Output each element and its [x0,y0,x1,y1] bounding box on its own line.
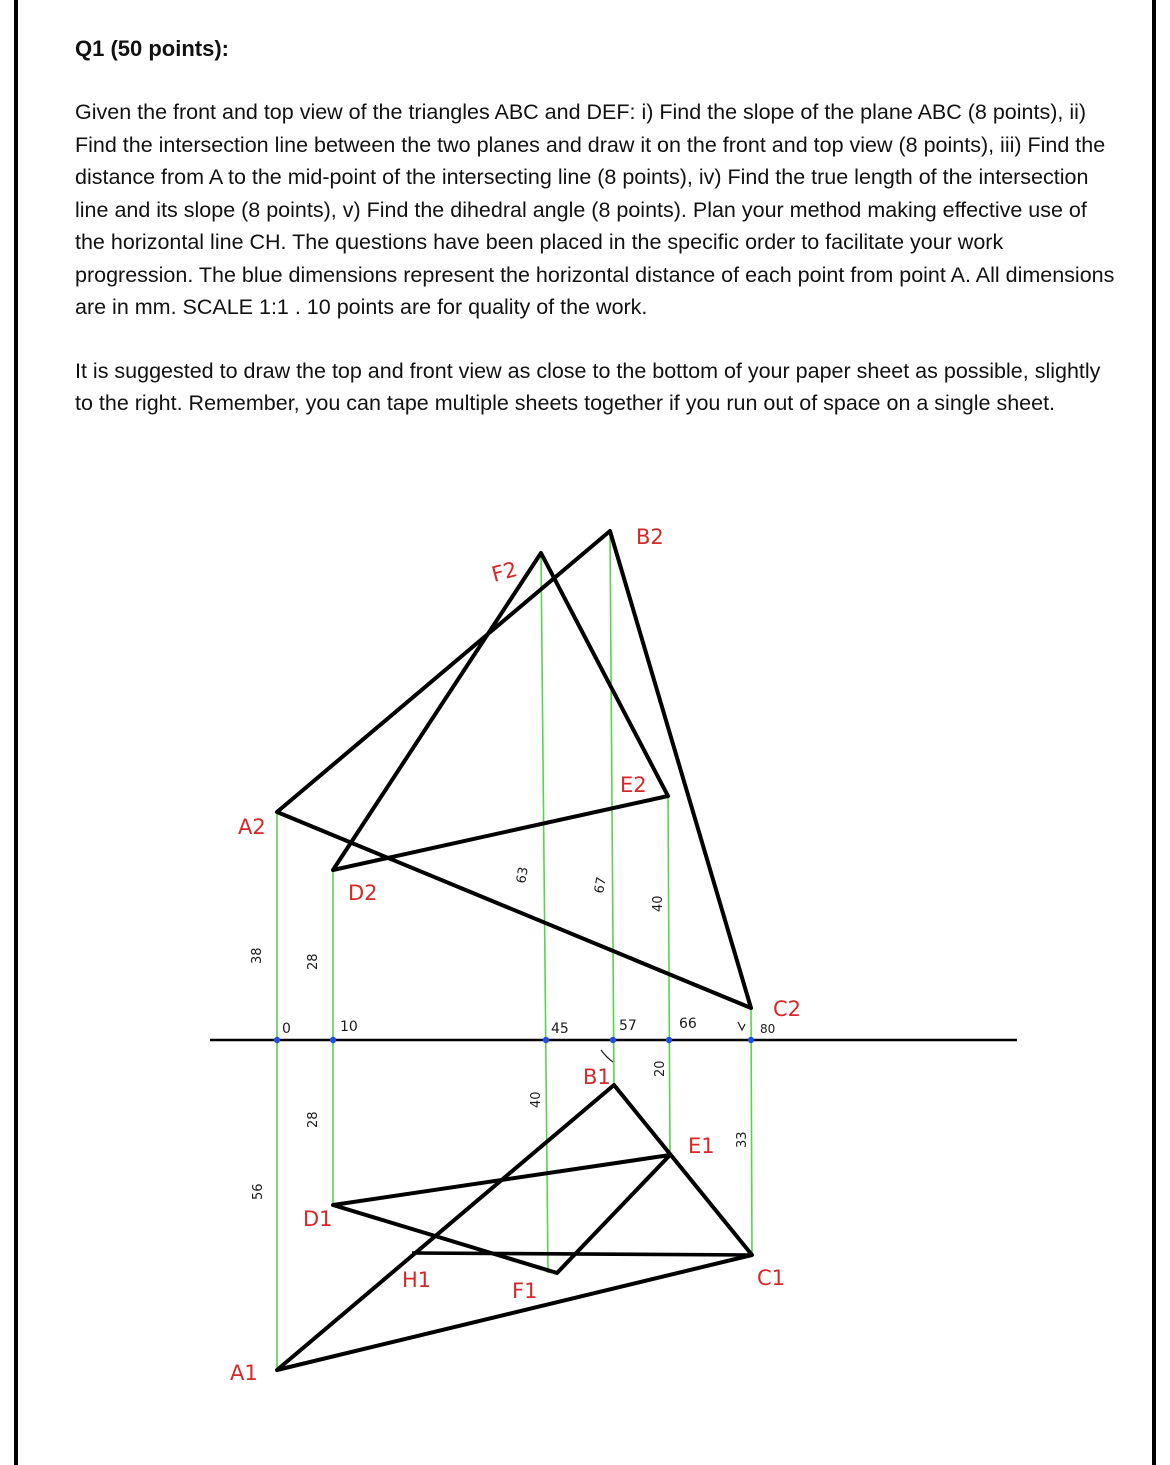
depth-A-56: 56 [251,1183,266,1200]
height-B-67: 67 [592,875,610,895]
question-heading: Q1 (50 points): [75,36,230,61]
projector-C [751,1008,752,1255]
projector-F [541,553,548,1273]
depth-F-40: 40 [529,1091,544,1108]
label-D2: D2 [348,881,378,905]
point-F-ref [543,1037,549,1043]
dim-D-10: 10 [340,1019,358,1035]
depth-E-20: 20 [653,1060,668,1077]
label-F2: F2 [489,557,520,587]
projector-lines [277,531,752,1370]
front-height-dimensions [250,866,666,970]
dim-B-57: 57 [619,1018,637,1034]
point-A-ref [274,1037,280,1043]
label-H1: H1 [402,1268,432,1292]
point-B-ref [610,1037,616,1043]
label-C1: C1 [757,1266,786,1290]
dim-F-45: 45 [551,1021,569,1037]
depth-D-28: 28 [306,1111,321,1128]
label-A2: A2 [238,815,266,839]
label-C2: C2 [773,997,802,1021]
height-E-40: 40 [651,895,666,912]
label-E1: E1 [688,1134,715,1158]
triangle-ABC-top [277,1085,752,1370]
triangle-ABC-front [277,531,751,1008]
point-E-ref [666,1037,672,1043]
question-paragraph-suggestion: It is suggested to draw the top and front view as close to the bottom of your paper sheet as possible, slightly to the right. Remember, you can tape multiple sheets together if you run out of space on a single sheet. [75,358,1101,415]
dim-A-0: 0 [282,1021,291,1037]
label-D1: D1 [303,1207,333,1231]
label-E2: E2 [620,773,647,797]
height-F-63: 63 [514,865,532,885]
point-D-ref [330,1037,336,1043]
label-B2: B2 [636,525,664,549]
tick-C [738,1022,745,1030]
horizontal-line-CH-top [412,1253,752,1255]
depth-C-33: 33 [735,1131,750,1148]
label-F1: F1 [512,1279,538,1303]
height-A-38: 38 [250,947,265,964]
dim-E-66: 66 [679,1016,697,1032]
tick-B [601,1050,613,1062]
point-C-ref [748,1037,754,1043]
triangle-DEF-front [333,553,668,870]
label-A1: A1 [230,1361,258,1385]
height-D-28: 28 [306,953,321,970]
label-B1: B1 [583,1065,611,1089]
question-paragraph-instructions: Given the front and top view of the triangles ABC and DEF: i) Find the slope of the plane ABC (8 points), ii) Find the intersection line between the two planes and draw it on the front and top view (8 points), iii) Find the distance from A to the mid-point of the intersecting line (8 points), iv) Find the true length of the intersection line and its slope (8 points), v) Find the dihedral angle (8 points). Plan your method making effective use of the horizontal line CH. The questions have been placed in the specific order to facilitate your work progression. The blue dimensions represent the horizontal distance of each point from point A. All dimensions are in mm. SCALE 1:1 . 10 points are for quality of the work. [75,100,1115,319]
dim-C-80: 80 [760,1022,776,1036]
horizontal-dimensions [282,1016,775,1037]
